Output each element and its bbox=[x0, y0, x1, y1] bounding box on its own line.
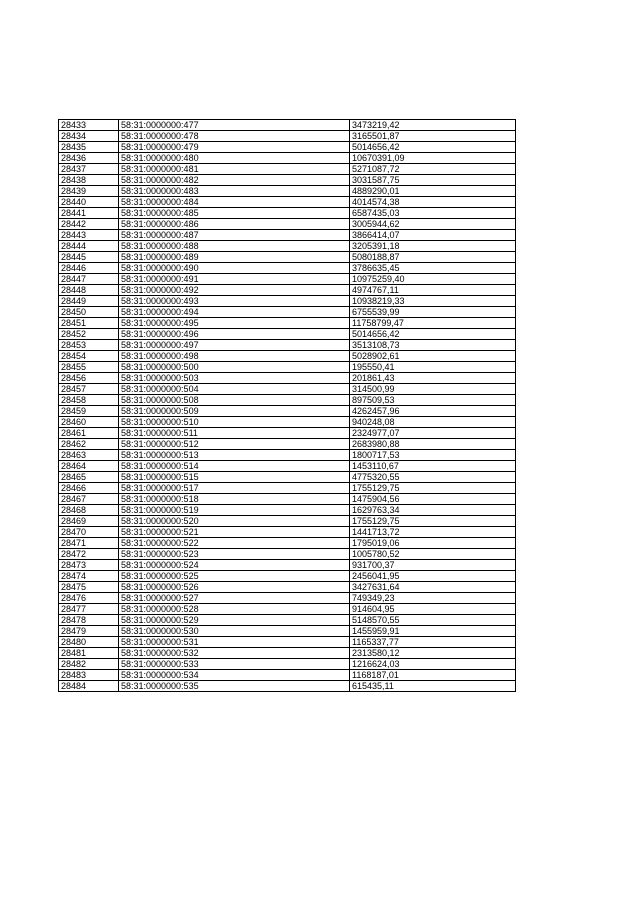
value-cell: 1475904,56 bbox=[350, 494, 516, 505]
row-number-cell: 28456 bbox=[59, 373, 119, 384]
row-number-cell: 28469 bbox=[59, 516, 119, 527]
value-cell: 1755129,75 bbox=[350, 483, 516, 494]
cadastral-number-cell: 58:31:0000000:527 bbox=[119, 593, 350, 604]
table-row bbox=[59, 197, 516, 208]
table-row bbox=[59, 516, 516, 527]
row-number-cell: 28478 bbox=[59, 615, 119, 626]
value-cell: 5080188,87 bbox=[350, 252, 516, 263]
cadastral-number-cell: 58:31:0000000:479 bbox=[119, 142, 350, 153]
table-row bbox=[59, 230, 516, 241]
cadastral-number-cell: 58:31:0000000:497 bbox=[119, 340, 350, 351]
row-number-cell: 28452 bbox=[59, 329, 119, 340]
table-row bbox=[59, 637, 516, 648]
row-number-cell: 28445 bbox=[59, 252, 119, 263]
table-row bbox=[59, 582, 516, 593]
cadastral-number-cell: 58:31:0000000:482 bbox=[119, 175, 350, 186]
value-cell: 3786635,45 bbox=[350, 263, 516, 274]
row-number-cell: 28476 bbox=[59, 593, 119, 604]
row-number-cell: 28433 bbox=[59, 120, 119, 131]
cadastral-number-cell: 58:31:0000000:500 bbox=[119, 362, 350, 373]
value-cell: 6587435,03 bbox=[350, 208, 516, 219]
cadastral-number-cell: 58:31:0000000:480 bbox=[119, 153, 350, 164]
cadastral-number-cell: 58:31:0000000:510 bbox=[119, 417, 350, 428]
table-row bbox=[59, 142, 516, 153]
row-number-cell: 28470 bbox=[59, 527, 119, 538]
cadastral-number-cell: 58:31:0000000:513 bbox=[119, 450, 350, 461]
cadastral-number-cell: 58:31:0000000:531 bbox=[119, 637, 350, 648]
value-cell: 3427631,64 bbox=[350, 582, 516, 593]
row-number-cell: 28464 bbox=[59, 461, 119, 472]
cadastral-number-cell: 58:31:0000000:508 bbox=[119, 395, 350, 406]
table-row bbox=[59, 285, 516, 296]
row-number-cell: 28449 bbox=[59, 296, 119, 307]
value-cell: 1453110,67 bbox=[350, 461, 516, 472]
value-cell: 2683980,88 bbox=[350, 439, 516, 450]
value-cell: 1165337,77 bbox=[350, 637, 516, 648]
cadastral-number-cell: 58:31:0000000:483 bbox=[119, 186, 350, 197]
table-row bbox=[59, 593, 516, 604]
row-number-cell: 28461 bbox=[59, 428, 119, 439]
table-row bbox=[59, 340, 516, 351]
table-row bbox=[59, 527, 516, 538]
cadastral-number-cell: 58:31:0000000:525 bbox=[119, 571, 350, 582]
table-row bbox=[59, 263, 516, 274]
table-row bbox=[59, 549, 516, 560]
value-cell: 1455959,91 bbox=[350, 626, 516, 637]
cadastral-number-cell: 58:31:0000000:491 bbox=[119, 274, 350, 285]
cadastral-number-cell: 58:31:0000000:526 bbox=[119, 582, 350, 593]
table-row bbox=[59, 615, 516, 626]
value-cell: 10938219,33 bbox=[350, 296, 516, 307]
row-number-cell: 28443 bbox=[59, 230, 119, 241]
row-number-cell: 28482 bbox=[59, 659, 119, 670]
row-number-cell: 28441 bbox=[59, 208, 119, 219]
table-row bbox=[59, 439, 516, 450]
cadastral-number-cell: 58:31:0000000:518 bbox=[119, 494, 350, 505]
row-number-cell: 28442 bbox=[59, 219, 119, 230]
value-cell: 10670391,09 bbox=[350, 153, 516, 164]
table-row bbox=[59, 318, 516, 329]
value-cell: 2456041,95 bbox=[350, 571, 516, 582]
value-cell: 3165501,87 bbox=[350, 131, 516, 142]
row-number-cell: 28483 bbox=[59, 670, 119, 681]
value-cell: 3031587,75 bbox=[350, 175, 516, 186]
cadastral-number-cell: 58:31:0000000:488 bbox=[119, 241, 350, 252]
table-row bbox=[59, 395, 516, 406]
cadastral-number-cell: 58:31:0000000:528 bbox=[119, 604, 350, 615]
table-row bbox=[59, 296, 516, 307]
table-row bbox=[59, 461, 516, 472]
table-row bbox=[59, 274, 516, 285]
table-row bbox=[59, 329, 516, 340]
cadastral-number-cell: 58:31:0000000:521 bbox=[119, 527, 350, 538]
cadastral-number-cell: 58:31:0000000:533 bbox=[119, 659, 350, 670]
cadastral-number-cell: 58:31:0000000:481 bbox=[119, 164, 350, 175]
cadastral-number-cell: 58:31:0000000:498 bbox=[119, 351, 350, 362]
table-row bbox=[59, 131, 516, 142]
table-body bbox=[59, 120, 516, 692]
cadastral-number-cell: 58:31:0000000:487 bbox=[119, 230, 350, 241]
value-cell: 5014656,42 bbox=[350, 142, 516, 153]
cadastral-number-cell: 58:31:0000000:495 bbox=[119, 318, 350, 329]
value-cell: 1755129,75 bbox=[350, 516, 516, 527]
row-number-cell: 28463 bbox=[59, 450, 119, 461]
value-cell: 1216624,03 bbox=[350, 659, 516, 670]
value-cell: 4974767,11 bbox=[350, 285, 516, 296]
table-row bbox=[59, 417, 516, 428]
table-row bbox=[59, 681, 516, 692]
table-row bbox=[59, 648, 516, 659]
row-number-cell: 28462 bbox=[59, 439, 119, 450]
value-cell: 2313580,12 bbox=[350, 648, 516, 659]
data-table bbox=[58, 119, 516, 692]
cadastral-number-cell: 58:31:0000000:535 bbox=[119, 681, 350, 692]
cadastral-number-cell: 58:31:0000000:486 bbox=[119, 219, 350, 230]
cadastral-number-cell: 58:31:0000000:493 bbox=[119, 296, 350, 307]
value-cell: 4775320,55 bbox=[350, 472, 516, 483]
row-number-cell: 28481 bbox=[59, 648, 119, 659]
value-cell: 3473219,42 bbox=[350, 120, 516, 131]
cadastral-number-cell: 58:31:0000000:477 bbox=[119, 120, 350, 131]
table-row bbox=[59, 505, 516, 516]
row-number-cell: 28480 bbox=[59, 637, 119, 648]
value-cell: 914604,95 bbox=[350, 604, 516, 615]
row-number-cell: 28454 bbox=[59, 351, 119, 362]
value-cell: 5148570,55 bbox=[350, 615, 516, 626]
table-row bbox=[59, 406, 516, 417]
value-cell: 2324977,07 bbox=[350, 428, 516, 439]
cadastral-number-cell: 58:31:0000000:534 bbox=[119, 670, 350, 681]
row-number-cell: 28474 bbox=[59, 571, 119, 582]
cadastral-number-cell: 58:31:0000000:532 bbox=[119, 648, 350, 659]
value-cell: 4262457,96 bbox=[350, 406, 516, 417]
row-number-cell: 28451 bbox=[59, 318, 119, 329]
value-cell: 3205391,18 bbox=[350, 241, 516, 252]
row-number-cell: 28484 bbox=[59, 681, 119, 692]
table-row bbox=[59, 450, 516, 461]
table-row bbox=[59, 384, 516, 395]
table-row bbox=[59, 494, 516, 505]
value-cell: 1005780,52 bbox=[350, 549, 516, 560]
table-row bbox=[59, 208, 516, 219]
cadastral-number-cell: 58:31:0000000:489 bbox=[119, 252, 350, 263]
row-number-cell: 28472 bbox=[59, 549, 119, 560]
row-number-cell: 28473 bbox=[59, 560, 119, 571]
row-number-cell: 28467 bbox=[59, 494, 119, 505]
row-number-cell: 28437 bbox=[59, 164, 119, 175]
value-cell: 4014574,38 bbox=[350, 197, 516, 208]
row-number-cell: 28440 bbox=[59, 197, 119, 208]
row-number-cell: 28458 bbox=[59, 395, 119, 406]
cadastral-number-cell: 58:31:0000000:522 bbox=[119, 538, 350, 549]
value-cell: 940248,08 bbox=[350, 417, 516, 428]
cadastral-number-cell: 58:31:0000000:494 bbox=[119, 307, 350, 318]
value-cell: 314500,99 bbox=[350, 384, 516, 395]
table-row bbox=[59, 670, 516, 681]
table-row bbox=[59, 604, 516, 615]
cadastral-number-cell: 58:31:0000000:485 bbox=[119, 208, 350, 219]
row-number-cell: 28477 bbox=[59, 604, 119, 615]
cadastral-number-cell: 58:31:0000000:519 bbox=[119, 505, 350, 516]
cadastral-number-cell: 58:31:0000000:511 bbox=[119, 428, 350, 439]
cadastral-number-cell: 58:31:0000000:478 bbox=[119, 131, 350, 142]
value-cell: 201861,43 bbox=[350, 373, 516, 384]
cadastral-number-cell: 58:31:0000000:490 bbox=[119, 263, 350, 274]
row-number-cell: 28465 bbox=[59, 472, 119, 483]
cadastral-number-cell: 58:31:0000000:512 bbox=[119, 439, 350, 450]
table-row bbox=[59, 186, 516, 197]
table-row bbox=[59, 571, 516, 582]
table-row bbox=[59, 153, 516, 164]
value-cell: 5014656,42 bbox=[350, 329, 516, 340]
table-row bbox=[59, 241, 516, 252]
table-row bbox=[59, 428, 516, 439]
cadastral-number-cell: 58:31:0000000:503 bbox=[119, 373, 350, 384]
row-number-cell: 28475 bbox=[59, 582, 119, 593]
table-row bbox=[59, 659, 516, 670]
value-cell: 615435,11 bbox=[350, 681, 516, 692]
value-cell: 1795019,06 bbox=[350, 538, 516, 549]
table-row bbox=[59, 252, 516, 263]
value-cell: 897509,53 bbox=[350, 395, 516, 406]
value-cell: 195550,41 bbox=[350, 362, 516, 373]
value-cell: 3866414,07 bbox=[350, 230, 516, 241]
row-number-cell: 28457 bbox=[59, 384, 119, 395]
row-number-cell: 28446 bbox=[59, 263, 119, 274]
row-number-cell: 28460 bbox=[59, 417, 119, 428]
table-row bbox=[59, 373, 516, 384]
value-cell: 1168187,01 bbox=[350, 670, 516, 681]
table-row bbox=[59, 175, 516, 186]
cadastral-number-cell: 58:31:0000000:514 bbox=[119, 461, 350, 472]
cadastral-number-cell: 58:31:0000000:484 bbox=[119, 197, 350, 208]
row-number-cell: 28471 bbox=[59, 538, 119, 549]
row-number-cell: 28435 bbox=[59, 142, 119, 153]
table-row bbox=[59, 483, 516, 494]
value-cell: 10975259,40 bbox=[350, 274, 516, 285]
table-row bbox=[59, 472, 516, 483]
cadastral-number-cell: 58:31:0000000:529 bbox=[119, 615, 350, 626]
value-cell: 749349,23 bbox=[350, 593, 516, 604]
value-cell: 1441713,72 bbox=[350, 527, 516, 538]
table-row bbox=[59, 538, 516, 549]
cadastral-number-cell: 58:31:0000000:509 bbox=[119, 406, 350, 417]
row-number-cell: 28434 bbox=[59, 131, 119, 142]
row-number-cell: 28453 bbox=[59, 340, 119, 351]
value-cell: 1629763,34 bbox=[350, 505, 516, 516]
value-cell: 4889290,01 bbox=[350, 186, 516, 197]
row-number-cell: 28455 bbox=[59, 362, 119, 373]
row-number-cell: 28444 bbox=[59, 241, 119, 252]
table-row bbox=[59, 219, 516, 230]
table-row bbox=[59, 362, 516, 373]
cadastral-number-cell: 58:31:0000000:524 bbox=[119, 560, 350, 571]
cadastral-number-cell: 58:31:0000000:504 bbox=[119, 384, 350, 395]
table-row bbox=[59, 307, 516, 318]
row-number-cell: 28436 bbox=[59, 153, 119, 164]
value-cell: 5271087,72 bbox=[350, 164, 516, 175]
cadastral-number-cell: 58:31:0000000:515 bbox=[119, 472, 350, 483]
cadastral-number-cell: 58:31:0000000:530 bbox=[119, 626, 350, 637]
table-row bbox=[59, 560, 516, 571]
value-cell: 11758799,47 bbox=[350, 318, 516, 329]
cadastral-number-cell: 58:31:0000000:517 bbox=[119, 483, 350, 494]
cadastral-number-cell: 58:31:0000000:520 bbox=[119, 516, 350, 527]
value-cell: 5028902,61 bbox=[350, 351, 516, 362]
row-number-cell: 28450 bbox=[59, 307, 119, 318]
cadastral-number-cell: 58:31:0000000:523 bbox=[119, 549, 350, 560]
row-number-cell: 28459 bbox=[59, 406, 119, 417]
cadastral-number-cell: 58:31:0000000:496 bbox=[119, 329, 350, 340]
value-cell: 3513108,73 bbox=[350, 340, 516, 351]
cadastral-number-cell: 58:31:0000000:492 bbox=[119, 285, 350, 296]
row-number-cell: 28447 bbox=[59, 274, 119, 285]
row-number-cell: 28448 bbox=[59, 285, 119, 296]
value-cell: 1800717,53 bbox=[350, 450, 516, 461]
row-number-cell: 28439 bbox=[59, 186, 119, 197]
table-row bbox=[59, 351, 516, 362]
row-number-cell: 28479 bbox=[59, 626, 119, 637]
row-number-cell: 28438 bbox=[59, 175, 119, 186]
row-number-cell: 28466 bbox=[59, 483, 119, 494]
row-number-cell: 28468 bbox=[59, 505, 119, 516]
table-row bbox=[59, 626, 516, 637]
value-cell: 931700,37 bbox=[350, 560, 516, 571]
value-cell: 3005944,62 bbox=[350, 219, 516, 230]
table-row bbox=[59, 120, 516, 131]
table-row bbox=[59, 164, 516, 175]
value-cell: 6755539,99 bbox=[350, 307, 516, 318]
